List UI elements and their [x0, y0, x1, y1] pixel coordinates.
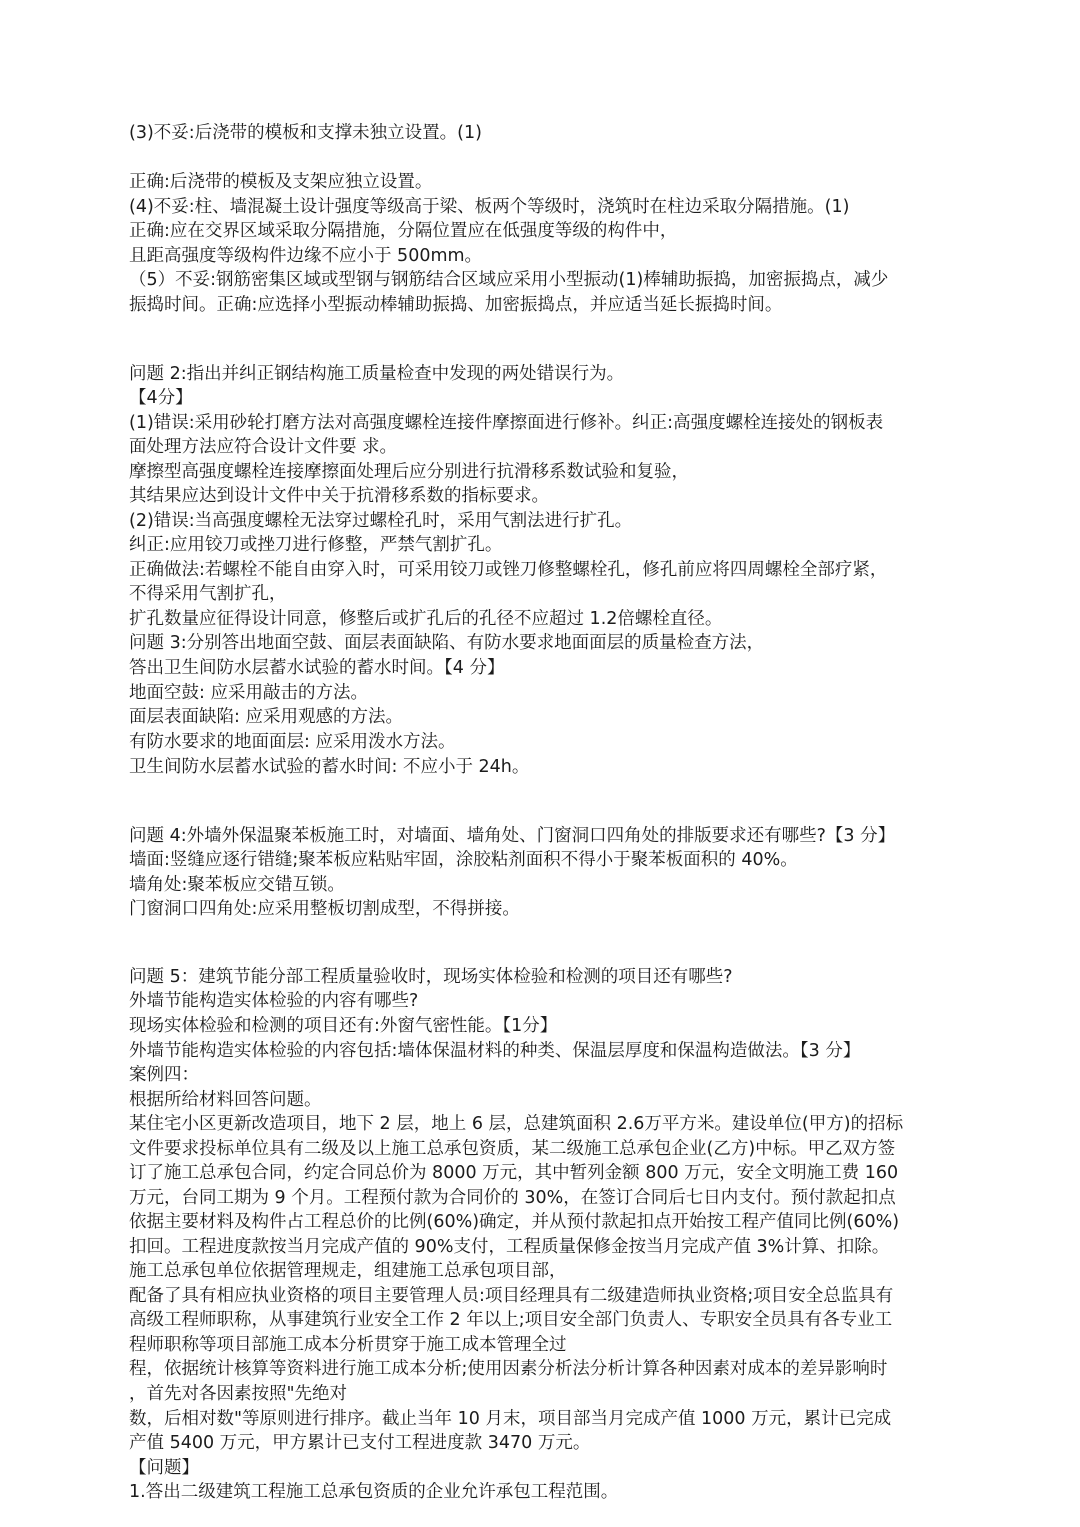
text-line: 正确:应在交界区域采取分隔措施，分隔位置应在低强度等级的构件中，: [129, 221, 678, 241]
text-line: 施工总承包单位依据管理规走，组建施工总承包项目部，: [129, 1261, 567, 1281]
text-line: (4)不妥:柱、墙混凝土设计强度等级高于梁、板两个等级时，浇筑时在柱边采取分隔措施。(1): [129, 197, 850, 217]
text-line: 问题 2:指出并纠正钢结构施工质量检查中发现的两处错误行为。: [129, 364, 625, 384]
text-line: 墙角处:聚苯板应交错互锁。: [129, 875, 345, 895]
text-line: 产值 5400 万元，甲方累计已支付工程进度款 3470 万元。: [129, 1433, 591, 1453]
text-line: 根据所给材料回答问题。: [129, 1090, 322, 1110]
text-line: 配备了具有相应执业资格的项目主要管理人员:项目经理具有二级建造师执业资格;项目安全总监具有: [129, 1286, 894, 1306]
text-line: 扩孔数量应征得设计同意，修整后或扩孔后的孔径不应超过 1.2倍螺栓直径。: [129, 609, 723, 629]
text-line: 高级工程师职称，从事建筑行业安全工作 2 年以上;项目安全部门负责人、专职安全员具有各专业工: [129, 1310, 893, 1330]
text-line: 问题 3:分别答出地面空鼓、面层表面缺陷、有防水要求地面面层的质量检查方法，: [129, 633, 765, 653]
text-line: 案例四：: [129, 1065, 199, 1085]
text-line: 【4分】: [129, 388, 193, 408]
text-line: 问题 4:外墙外保温聚苯板施工时，对墙面、墙角处、门窗洞口四角处的排版要求还有哪些?【3 分】: [129, 826, 896, 846]
text-line: 卫生间防水层蓄水试验的蓄水时间: 不应小于 24h。: [129, 757, 530, 777]
text-line: (3)不妥:后浇带的模板和支撑未独立设置。(1): [129, 123, 482, 143]
text-line: 不得采用气割扩孔，: [129, 584, 287, 604]
text-line: 正确做法:若螺栓不能自由穿入时，可采用铰刀或锉刀修整螺栓孔，修孔前应将四周螺栓全部疗紧，: [129, 560, 888, 580]
text-line: 外墙节能构造实体检验的内容包括:墙体保温材料的种类、保温层厚度和保温构造做法。【3 分】: [129, 1041, 861, 1061]
text-line: 门窗洞口四角处:应采用整板切割成型，不得拼接。: [129, 899, 520, 919]
text-line: 订了施工总承包合同，约定合同总价为 8000 万元，其中暂列金额 800 万元，安全文明施工费 160: [129, 1163, 899, 1183]
text-line: 数，后相对数"等原则进行排序。截止当年 10 月末，项目部当月完成产值 1000 万元，累计已完成: [129, 1409, 892, 1429]
text-line: （5）不妥:钢筋密集区域或型钢与钢筋结合区域应采用小型振动(1)棒辅助振捣，加密振捣点，减少: [129, 270, 889, 290]
text-line: 墙面:竖缝应逐行错缝;聚苯板应粘贴牢固，涂胶粘剂面积不得小于聚苯板面积的 40%。: [129, 850, 798, 870]
text-line: ，首先对各因素按照"先绝对: [129, 1384, 348, 1404]
text-line: 正确:后浇带的模板及支架应独立设置。: [129, 172, 433, 192]
text-line: 【问题】: [129, 1458, 199, 1478]
text-line: 程师职称等项目部施工成本分析贯穿于施工成本管理全过: [129, 1335, 567, 1355]
text-line: 某住宅小区更新改造项目，地下 2 层，地上 6 层，总建筑面积 2.6万平方米。建设单位(甲方)的招标: [129, 1114, 904, 1134]
text-line: 摩擦型高强度螺栓连接摩擦面处理后应分别进行抗滑移系数试验和复验，: [129, 462, 689, 482]
text-line: 万元，台同工期为 9 个月。工程预付款为合同价的 30%，在签订合同后七日内支付。预付款起扣点: [129, 1188, 896, 1208]
text-line: 纠正:应用铰刀或挫刀进行修整，严禁气割扩孔。: [129, 535, 503, 555]
text-line: 外墙节能构造实体检验的内容有哪些?: [129, 991, 419, 1011]
text-line: (1)错误:采用砂轮打磨方法对高强度螺栓连接件摩擦面进行修补。纠正:高强度螺栓连接处的钢板表: [129, 413, 884, 433]
text-line: 面层表面缺陷: 应采用观感的方法。: [129, 707, 403, 727]
text-line: 依据主要材料及构件占工程总价的比例(60%)确定，并从预付款起扣点开始按工程产值同比例(60%): [129, 1212, 900, 1232]
text-line: 且距高强度等级构件边缘不应小于 500mm。: [129, 246, 483, 266]
text-line: 有防水要求的地面面层: 应采用泼水方法。: [129, 732, 456, 752]
text-line: 问题 5：建筑节能分部工程质量验收时，现场实体检验和检测的项目还有哪些?: [129, 967, 733, 987]
text-line: 程，依据统计核算等资料进行施工成本分析;使用因素分析法分析计算各种因素对成本的差异影响时: [129, 1359, 888, 1379]
text-line: 振捣时间。正确:应选择小型振动棒辅助振捣、加密振捣点，并应适当延长振捣时间。: [129, 295, 783, 315]
text-line: 1.答出二级建筑工程施工总承包资质的企业允许承包工程范围。: [129, 1482, 619, 1502]
text-line: 其结果应达到设计文件中关于抗滑移系数的指标要求。: [129, 486, 549, 506]
text-line: 现场实体检验和检测的项目还有:外窗气密性能。【1分】: [129, 1016, 558, 1036]
text-line: 答出卫生间防水层蓄水试验的蓄水时间。【4 分】: [129, 658, 505, 678]
text-line: 面处理方法应符合设计文件要 求。: [129, 437, 398, 457]
text-line: 地面空鼓: 应采用敲击的方法。: [129, 683, 368, 703]
text-line: (2)错误:当高强度螺栓无法穿过螺栓孔时，采用气割法进行扩孔。: [129, 511, 633, 531]
text-line: 文件要求投标单位具有二级及以上施工总承包资质，某二级施工总承包企业(乙方)中标。甲乙双方签: [129, 1139, 896, 1159]
text-line: 扣回。工程进度款按当月完成产值的 90%支付，工程质量保修金按当月完成产值 3%计算、扣除。: [129, 1237, 890, 1257]
